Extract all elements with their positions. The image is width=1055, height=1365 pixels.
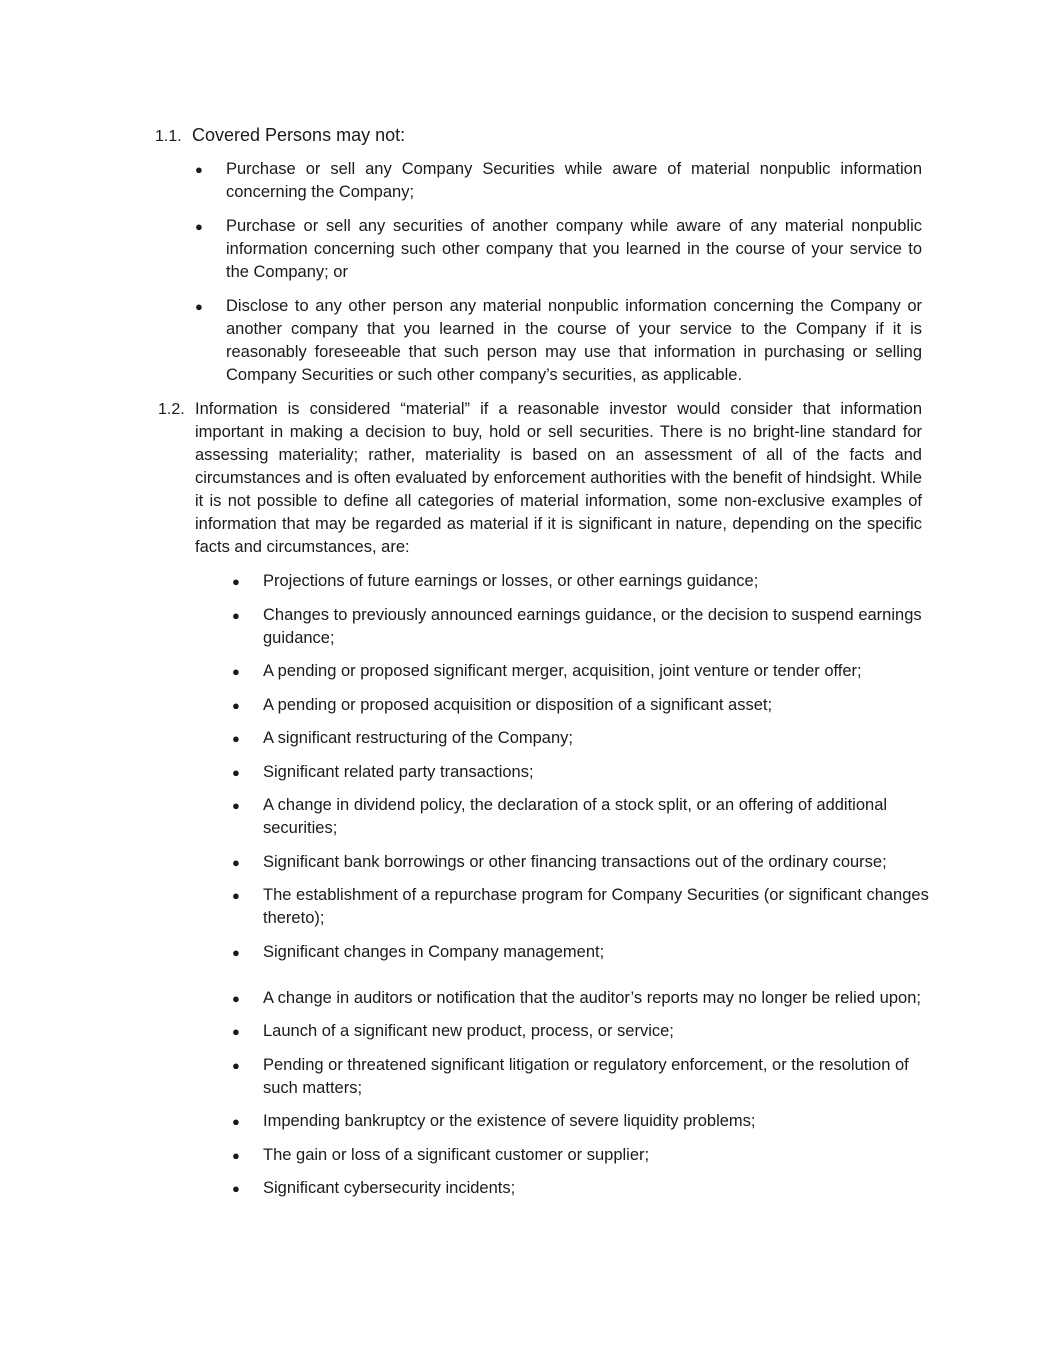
bullet-icon: ● xyxy=(232,1024,240,1039)
list-item: ● Impending bankruptcy or the existence of severe liquidity problems; xyxy=(263,1110,933,1133)
list-item: ● Significant changes in Company management; xyxy=(263,941,933,964)
list-item: ● Projections of future earnings or losses, or other earnings guidance; xyxy=(263,570,933,593)
bullet-icon: ● xyxy=(195,162,203,177)
section-number: 1.1. xyxy=(155,128,182,145)
materiality-paragraph: Information is considered “material” if a reasonable investor would consider that information important in making a decision to buy, hold or sell securities. There is no bright-line standard for assessing materiality; rather, materiality is based on an assessment of all of the facts and circumstances and is often evaluated by enforcement authorities with the benefit of hindsight. While it is not possible to define all categories of material information, some non-exclusive examples of information that may be regarded as material if it is significant in nature, depending on the specific facts and circumstances, are: xyxy=(195,400,922,556)
bullet-icon: ● xyxy=(232,731,240,746)
bullet-icon: ● xyxy=(232,574,240,589)
list-item: ● Significant cybersecurity incidents; xyxy=(263,1177,933,1200)
bullet-icon: ● xyxy=(232,798,240,813)
list-item: ● A pending or proposed significant merger, acquisition, joint venture or tender offer; xyxy=(263,660,933,683)
list-item: ● Significant bank borrowings or other financing transactions out of the ordinary course; xyxy=(263,851,933,874)
section-number: 1.2. xyxy=(158,401,185,418)
list-item: ● The establishment of a repurchase program for Company Securities (or significant changes thereto); xyxy=(232,886,929,927)
bullet-icon: ● xyxy=(232,888,240,903)
bullet-icon: ● xyxy=(232,607,240,623)
list-item: ● Launch of a significant new product, process, or service; xyxy=(263,1020,933,1043)
bullet-icon: ● xyxy=(232,697,240,713)
list-item: ● Significant related party transactions; xyxy=(263,761,933,784)
bullet-icon: ● xyxy=(195,299,203,314)
bullet-icon: ● xyxy=(232,1181,240,1196)
bullet-icon: ● xyxy=(232,990,240,1006)
list-item: ● Purchase or sell any securities of another company while aware of any material nonpublic information concerning such other company that you learned in the course of your service to the Company; or xyxy=(195,217,922,281)
list-item: ● A significant restructuring of the Company; xyxy=(263,727,933,750)
material-examples-list xyxy=(232,570,933,1211)
section-1-1-heading xyxy=(155,122,405,150)
list-item: ● Pending or threatened significant litigation or regulatory enforcement, or the resolution of such matters; xyxy=(232,1055,909,1097)
bullet-icon: ● xyxy=(232,944,240,960)
bullet-icon: ● xyxy=(232,764,240,780)
section-title: Covered Persons may not: xyxy=(192,125,406,145)
prohibited-actions-list xyxy=(195,158,922,398)
bullet-icon: ● xyxy=(232,854,240,870)
list-item: ● A pending or proposed acquisition or disposition of a significant asset; xyxy=(263,694,933,717)
list-item: ● Disclose to any other person any material nonpublic information concerning the Company or another company that you learned in the course of your service to the Company if it is reasonably foreseeable that such person may use that information in purchasing or selling Company Securities or such other company’s securities, as applicable. xyxy=(195,297,922,384)
list-item: ● Purchase or sell any Company Securities while aware of material nonpublic information concerning the Company; xyxy=(195,160,922,201)
list-item: ● A change in auditors or notification that the auditor’s reports may no longer be relied upon; xyxy=(263,987,933,1010)
bullet-icon: ● xyxy=(232,1057,240,1073)
list-item: ● Changes to previously announced earnings guidance, or the decision to suspend earnings guidance; xyxy=(232,605,922,647)
bullet-icon: ● xyxy=(232,1114,240,1129)
bullet-icon: ● xyxy=(195,219,203,234)
list-item: ● A change in dividend policy, the declaration of a stock split, or an offering of additional securities; xyxy=(232,796,888,837)
bullet-icon: ● xyxy=(232,664,240,679)
bullet-icon: ● xyxy=(232,1147,240,1163)
list-item: ● The gain or loss of a significant customer or supplier; xyxy=(263,1144,933,1167)
